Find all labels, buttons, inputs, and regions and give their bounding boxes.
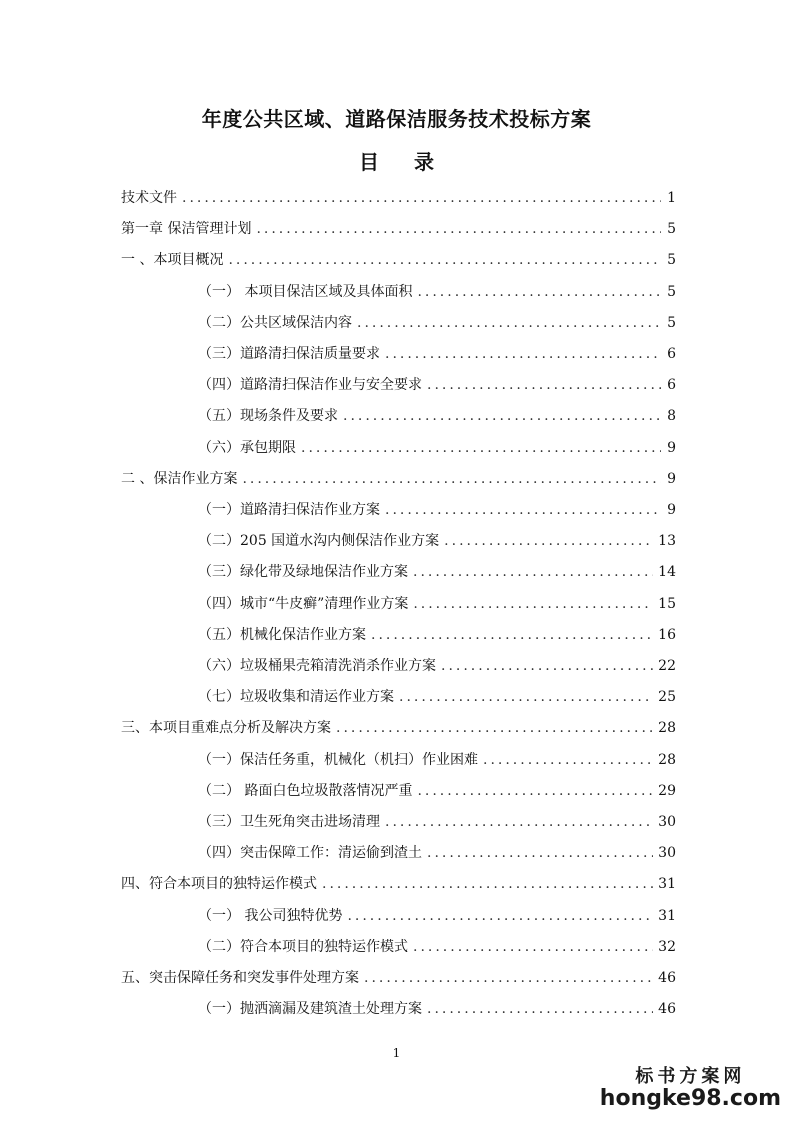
toc-leader-dots bbox=[343, 406, 661, 426]
toc-entry-label: 技术文件 bbox=[121, 190, 177, 206]
toc-leader-dots bbox=[413, 594, 653, 614]
toc-entry-label: 二 、保洁作业方案 bbox=[121, 470, 238, 487]
toc-entry[interactable] bbox=[198, 402, 676, 426]
toc-entry[interactable] bbox=[198, 434, 676, 458]
toc-leader-dots bbox=[357, 313, 661, 333]
toc-entry[interactable] bbox=[121, 215, 676, 239]
toc-leader-dots bbox=[444, 531, 653, 551]
toc-entry[interactable] bbox=[198, 902, 676, 926]
toc-leader-dots bbox=[347, 906, 653, 926]
toc-entry-page: 5 bbox=[667, 283, 676, 300]
toc-entry[interactable] bbox=[198, 808, 676, 832]
toc-entry-page: 25 bbox=[658, 689, 676, 706]
toc-leader-dots bbox=[413, 562, 653, 582]
toc-entry-label: （五）机械化保洁作业方案 bbox=[198, 626, 366, 643]
toc-entry[interactable] bbox=[198, 746, 676, 770]
watermark-logo bbox=[600, 1062, 781, 1110]
toc-entry-page: 9 bbox=[667, 470, 676, 487]
toc-entry-page: 9 bbox=[667, 439, 676, 456]
toc-entry-label: （二）205 国道水沟内侧保洁作业方案 bbox=[198, 533, 440, 550]
watermark-name: 标书方案网 bbox=[635, 1066, 746, 1087]
toc-entry-label: （三）绿化带及绿地保洁作业方案 bbox=[198, 564, 408, 581]
toc-entry[interactable] bbox=[198, 371, 676, 395]
toc-entry-label: （五）现场条件及要求 bbox=[198, 408, 338, 425]
toc-leader-dots bbox=[399, 687, 653, 707]
toc-leader-dots bbox=[427, 999, 653, 1019]
toc-entry-page: 46 bbox=[658, 1001, 676, 1018]
toc-entry-label: （四）城市“牛皮癣”清理作业方案 bbox=[198, 595, 409, 612]
toc-entry-page: 8 bbox=[667, 408, 676, 425]
toc-entry-label: （一）抛洒滴漏及建筑渣土处理方案 bbox=[198, 1001, 422, 1018]
toc-entry[interactable] bbox=[198, 496, 676, 520]
toc-entry-label: （三）卫生死角突击进场清理 bbox=[198, 814, 380, 830]
toc-entry-page: 30 bbox=[658, 845, 676, 862]
toc-leader-dots bbox=[385, 344, 661, 364]
toc-leader-dots bbox=[427, 375, 661, 395]
toc-entry-page: 30 bbox=[658, 814, 676, 830]
toc-entry-page: 46 bbox=[658, 970, 676, 986]
toc-leader-dots bbox=[371, 625, 653, 645]
toc-entry[interactable] bbox=[198, 278, 676, 302]
toc-leader-dots bbox=[413, 937, 653, 957]
toc-entry-page: 29 bbox=[658, 782, 676, 799]
toc-entry-label: （四）道路清扫保洁作业与安全要求 bbox=[198, 377, 422, 394]
toc-entry-label: （二）公共区域保洁内容 bbox=[198, 314, 352, 331]
toc-entry-page: 9 bbox=[667, 502, 676, 518]
toc-entry-page: 5 bbox=[667, 314, 676, 331]
toc-leader-dots bbox=[385, 812, 653, 832]
toc-entry[interactable] bbox=[121, 465, 676, 489]
toc-entry-label: （二） 路面白色垃圾散落情况严重 bbox=[198, 782, 413, 799]
toc-entry[interactable] bbox=[198, 558, 676, 582]
toc-entry-label: （二）符合本项目的独特运作模式 bbox=[198, 938, 408, 955]
toc-entry[interactable] bbox=[198, 590, 676, 614]
toc-leader-dots bbox=[228, 250, 661, 270]
toc-entry-page: 31 bbox=[658, 907, 676, 924]
toc-leader-dots bbox=[322, 874, 653, 894]
toc-entry[interactable] bbox=[121, 870, 676, 894]
page-number: 1 bbox=[392, 1046, 401, 1060]
document-title: 年度公共区域、道路保洁服务技术投标方案 bbox=[201, 107, 592, 131]
toc-entry-label: （一）道路清扫保洁作业方案 bbox=[198, 502, 380, 518]
toc-entry[interactable] bbox=[121, 246, 676, 270]
toc-leader-dots bbox=[182, 188, 661, 208]
toc-entry-label: （四）突击保障工作：清运偷到渣土 bbox=[198, 845, 422, 862]
toc-leader-dots bbox=[483, 750, 653, 770]
toc-entry[interactable] bbox=[198, 683, 676, 707]
toc-leader-dots bbox=[427, 843, 653, 863]
toc-entry-label: （一）保洁任务重，机械化（机扫）作业困难 bbox=[198, 751, 478, 768]
toc-entry-page: 1 bbox=[667, 190, 676, 206]
toc-entry-label: （七）垃圾收集和清运作业方案 bbox=[198, 689, 394, 706]
toc-entry[interactable] bbox=[198, 777, 676, 801]
toc-leader-dots bbox=[441, 656, 653, 676]
toc-leader-dots bbox=[242, 469, 661, 489]
toc-entry-label: 三、本项目重难点分析及解决方案 bbox=[121, 720, 331, 737]
toc-entry-page: 14 bbox=[658, 564, 676, 581]
toc-entry[interactable] bbox=[198, 652, 676, 676]
toc-entry-page: 31 bbox=[658, 876, 676, 893]
toc-entry[interactable] bbox=[198, 933, 676, 957]
toc-entry-page: 28 bbox=[658, 751, 676, 768]
toc-entry-label: 五、突击保障任务和突发事件处理方案 bbox=[121, 970, 359, 986]
toc-entry-page: 5 bbox=[667, 252, 676, 269]
toc-entry[interactable] bbox=[198, 995, 676, 1019]
toc-entry-label: （六）承包期限 bbox=[198, 439, 296, 456]
toc-leader-dots bbox=[301, 438, 661, 458]
toc-leader-dots bbox=[417, 282, 661, 302]
toc-entry[interactable] bbox=[121, 714, 676, 738]
toc-entry-page: 13 bbox=[658, 533, 676, 550]
toc-entry[interactable] bbox=[198, 309, 676, 333]
toc-entry-label: （一） 本项目保洁区域及具体面积 bbox=[198, 283, 413, 300]
toc-entry-page: 6 bbox=[667, 346, 676, 362]
toc-entry-page: 5 bbox=[667, 221, 676, 238]
toc-entry-label: 一 、本项目概况 bbox=[121, 252, 224, 269]
toc-entry[interactable] bbox=[198, 340, 676, 364]
toc-entry-page: 32 bbox=[658, 938, 676, 955]
toc-entry-label: （六）垃圾桶果壳箱清洗消杀作业方案 bbox=[198, 658, 436, 674]
toc-entry-page: 22 bbox=[658, 658, 676, 674]
toc-leader-dots bbox=[417, 781, 653, 801]
toc-entry[interactable] bbox=[121, 184, 676, 208]
toc-entry-label: 第一章 保洁管理计划 bbox=[121, 221, 252, 238]
toc-leader-dots bbox=[364, 968, 653, 988]
toc-entry[interactable] bbox=[121, 964, 676, 988]
toc-heading bbox=[0, 146, 793, 175]
toc-leader-dots bbox=[385, 500, 661, 520]
toc-entry-label: 四、符合本项目的独特运作模式 bbox=[121, 876, 317, 893]
toc-entry[interactable] bbox=[198, 621, 676, 645]
toc-leader-dots bbox=[336, 718, 653, 738]
toc-heading-text: 目 录 bbox=[359, 150, 448, 174]
toc-entry-page: 15 bbox=[658, 595, 676, 612]
toc-entry-label: （三）道路清扫保洁质量要求 bbox=[198, 346, 380, 362]
toc-entry[interactable] bbox=[198, 839, 676, 863]
toc-entry-label: （一） 我公司独特优势 bbox=[198, 907, 343, 924]
toc-entry-page: 6 bbox=[667, 377, 676, 394]
toc-entry-page: 16 bbox=[658, 626, 676, 643]
toc-entry[interactable] bbox=[198, 527, 676, 551]
toc-entry-page: 28 bbox=[658, 720, 676, 737]
toc-leader-dots bbox=[256, 219, 661, 239]
watermark-url: hongke98.com bbox=[599, 1086, 781, 1111]
